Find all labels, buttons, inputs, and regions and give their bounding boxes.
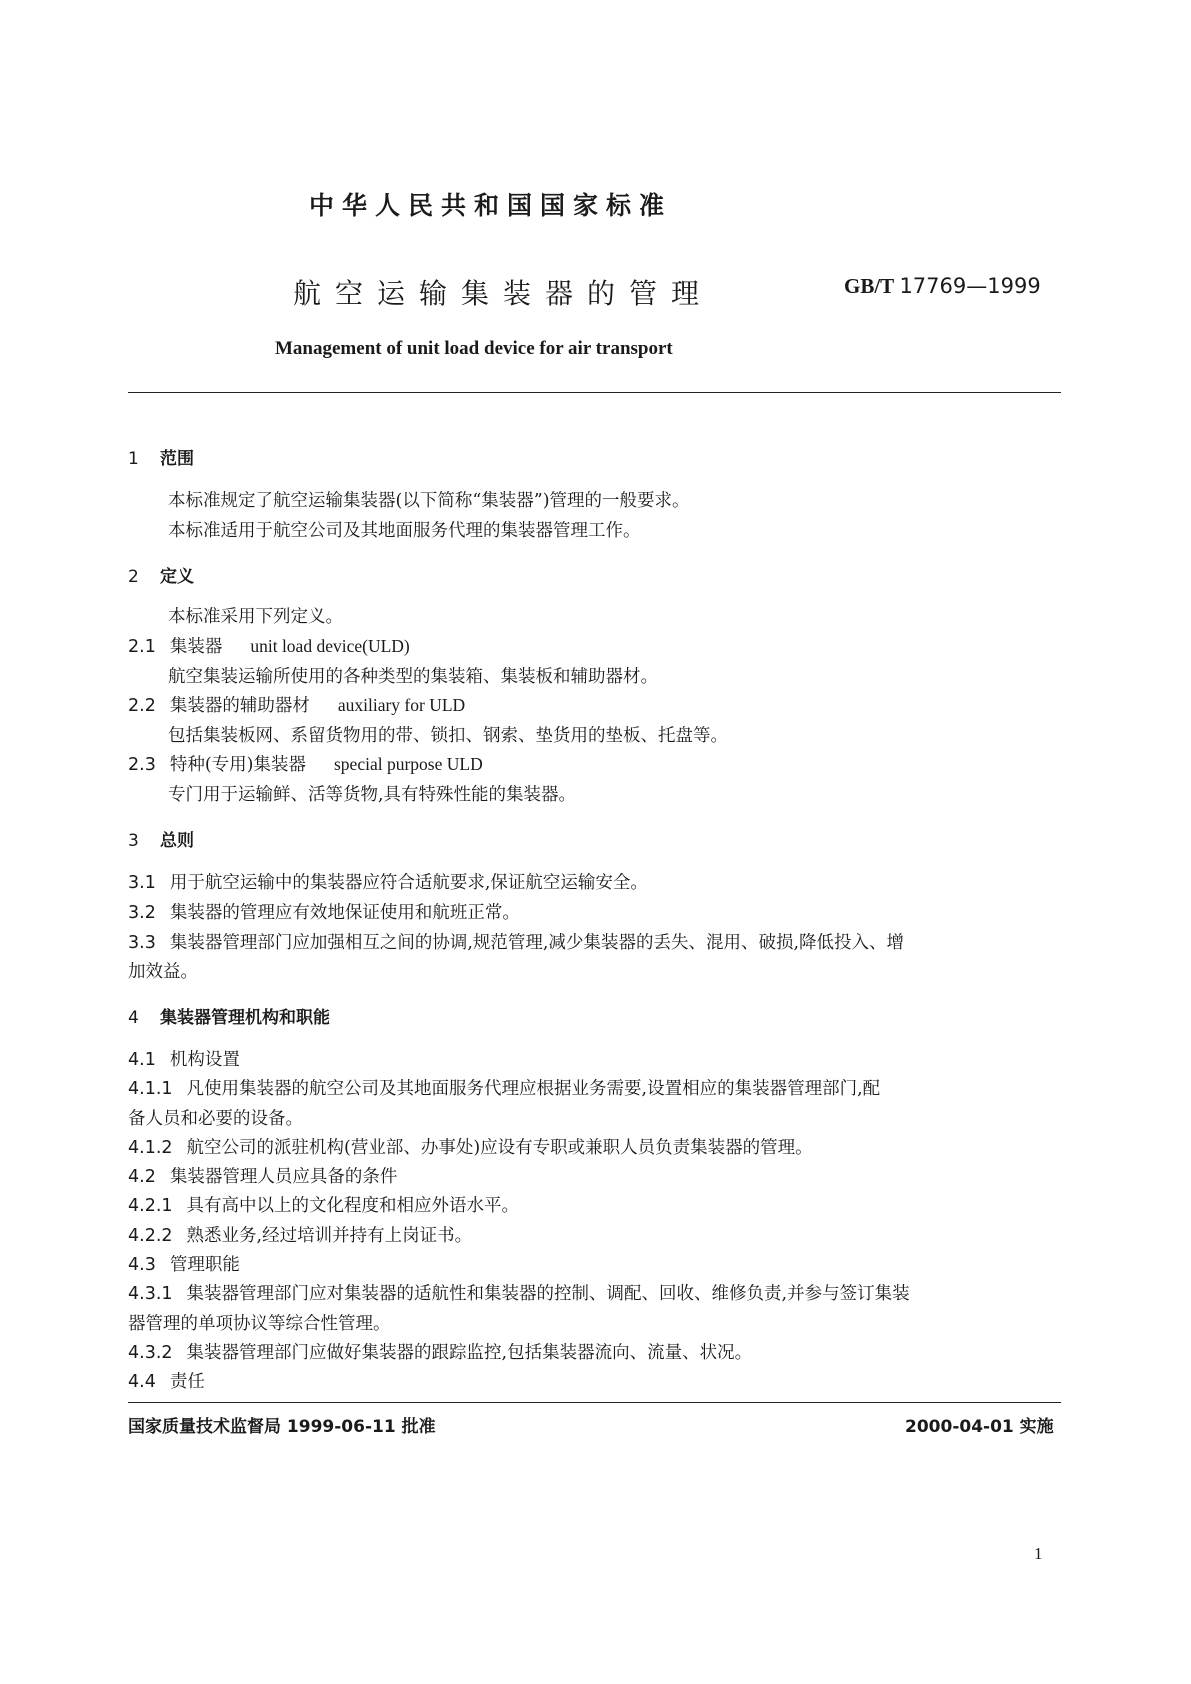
clause-4-3: [128, 1251, 240, 1276]
clause-4-2-1: [128, 1192, 519, 1217]
clause-number: 2.2: [128, 696, 156, 716]
clause-number: 4.2.1: [128, 1196, 173, 1216]
clause-number: 4.1: [128, 1050, 156, 1070]
section-title: 总则: [160, 831, 194, 851]
header-divider: [128, 392, 1061, 393]
clause-4-3-1: [128, 1280, 910, 1305]
clause-text: 管理职能: [169, 1255, 240, 1275]
clause-4-1-2: [128, 1134, 813, 1159]
clause-text: 责任: [169, 1372, 205, 1392]
paragraph: 本标准规定了航空运输集装器(以下简称“集装器”)管理的一般要求。: [168, 491, 690, 511]
clause-number: 3.2: [128, 903, 156, 923]
definition-description: 包括集装板网、系留货物用的带、锁扣、钢索、垫货用的垫板、托盘等。: [168, 726, 728, 746]
clause-3-2: [128, 899, 520, 924]
clause-3-1: [128, 869, 648, 894]
definition-2-2: [128, 692, 465, 717]
clause-text: 用于航空运输中的集装器应符合适航要求,保证航空运输安全。: [169, 873, 648, 893]
standard-code-prefix: GB/T: [844, 274, 895, 298]
definition-2-1: [128, 633, 410, 658]
definition-term: 集装器的辅助器材: [169, 696, 310, 716]
clause-text: 具有高中以上的文化程度和相应外语水平。: [186, 1196, 520, 1216]
clause-4-2-2: [128, 1222, 472, 1247]
standard-code-number: 17769—1999: [899, 274, 1041, 298]
clause-number: 2.3: [128, 755, 156, 775]
definition-term-english: unit load device(ULD): [250, 636, 410, 656]
section-number: 1: [128, 449, 139, 469]
section-number: 3: [128, 831, 139, 851]
clause-4-2: [128, 1163, 397, 1188]
clause-number: 4.1.2: [128, 1138, 173, 1158]
clause-text: 集装器管理部门应加强相互之间的协调,规范管理,减少集装器的丢失、混用、破损,降低投入、增: [169, 933, 905, 953]
section-number: 4: [128, 1008, 139, 1028]
nation-standard-title: 中华人民共和国国家标准: [309, 191, 673, 220]
clause-4-4: [128, 1368, 205, 1393]
clause-continuation: 加效益。: [128, 962, 198, 982]
definition-term-english: special purpose ULD: [334, 754, 483, 774]
clause-text: 凡使用集装器的航空公司及其地面服务代理应根据业务需要,设置相应的集装器管理部门,配: [186, 1079, 881, 1099]
clause-number: 4.1.1: [128, 1079, 173, 1099]
clause-continuation: 备人员和必要的设备。: [128, 1109, 303, 1129]
section-number: 2: [128, 567, 139, 587]
definition-term: 特种(专用)集装器: [169, 755, 306, 775]
standard-code: [844, 274, 1041, 299]
section-3-heading: [128, 826, 194, 851]
approval-date: 国家质量技术监督局 1999-06-11 批准: [128, 1417, 436, 1437]
paragraph: 本标准采用下列定义。: [168, 607, 343, 627]
effective-date: 2000-04-01 实施: [905, 1417, 1054, 1437]
clause-4-3-2: [128, 1339, 752, 1364]
clause-number: 3.1: [128, 873, 156, 893]
definition-term-english: auxiliary for ULD: [337, 695, 466, 715]
clause-number: 4.3.2: [128, 1343, 173, 1363]
clause-number: 3.3: [128, 933, 156, 953]
clause-text: 集装器管理部门应对集装器的适航性和集装器的控制、调配、回收、维修负责,并参与签订集装: [186, 1284, 910, 1304]
clause-text: 集装器的管理应有效地保证使用和航班正常。: [169, 903, 520, 923]
footer-divider: [128, 1402, 1061, 1403]
clause-text: 熟悉业务,经过培训并持有上岗证书。: [186, 1226, 473, 1246]
section-4-heading: [128, 1003, 330, 1028]
section-1-heading: [128, 444, 194, 469]
clause-4-1: [128, 1046, 240, 1071]
definition-description: 航空集装运输所使用的各种类型的集装箱、集装板和辅助器材。: [168, 667, 658, 687]
clause-number: 4.4: [128, 1372, 156, 1392]
section-title: 集装器管理机构和职能: [160, 1008, 330, 1028]
clause-text: 机构设置: [169, 1050, 240, 1070]
definition-term: 集装器: [169, 637, 223, 657]
clause-number: 2.1: [128, 637, 156, 657]
definition-2-3: [128, 751, 483, 776]
clause-continuation: 器管理的单项协议等综合性管理。: [128, 1314, 391, 1334]
clause-number: 4.2: [128, 1167, 156, 1187]
english-title: Management of unit load device for air transport: [275, 338, 673, 359]
clause-text: 航空公司的派驻机构(营业部、办事处)应设有专职或兼职人员负责集装器的管理。: [186, 1138, 813, 1158]
document-title: 航空运输集装器的管理: [293, 277, 714, 310]
clause-3-3: [128, 929, 904, 954]
section-2-heading: [128, 562, 194, 587]
definition-description: 专门用于运输鲜、活等货物,具有特殊性能的集装器。: [168, 785, 577, 805]
page-number: 1: [1034, 1544, 1043, 1563]
clause-text: 集装器管理人员应具备的条件: [169, 1167, 398, 1187]
paragraph: 本标准适用于航空公司及其地面服务代理的集装器管理工作。: [168, 521, 641, 541]
clause-text: 集装器管理部门应做好集装器的跟踪监控,包括集装器流向、流量、状况。: [186, 1343, 753, 1363]
clause-number: 4.2.2: [128, 1226, 173, 1246]
clause-number: 4.3: [128, 1255, 156, 1275]
clause-number: 4.3.1: [128, 1284, 173, 1304]
section-title: 范围: [160, 449, 194, 469]
clause-4-1-1: [128, 1075, 880, 1100]
section-title: 定义: [160, 567, 194, 587]
